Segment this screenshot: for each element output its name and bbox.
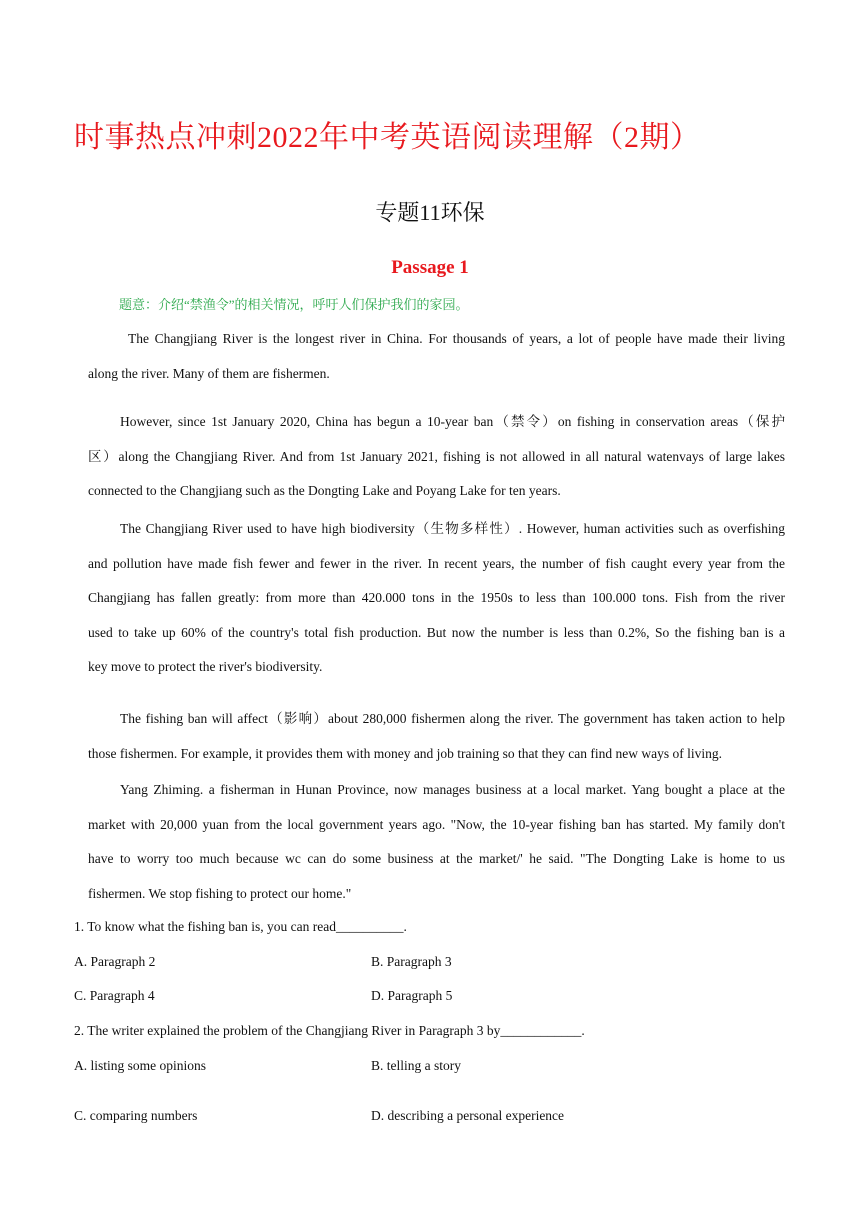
paragraph-line: The Changjiang River is the longest river in China. For thousands of years, a lot of people have made their living <box>128 331 785 346</box>
paragraph-4 <box>88 702 785 771</box>
paragraph-line: 区）along the Changjiang River. And from 1st January 2021, fishing is not allowed in all natural watenvays of large lakes <box>88 448 785 464</box>
paragraph-line: The Changjiang River used to have high biodiversity（生物多样性）. However, human activities such as overfishing <box>120 521 785 536</box>
passage-heading: Passage 1 <box>391 257 469 278</box>
paragraph-line: However, since 1st January 2020, China has begun a 10-year ban（禁令）on fishing in conservation areas（保护 <box>120 414 785 429</box>
paragraph-line: those fishermen. For example, it provides them with money and job training so that they can find new ways of living. <box>88 745 722 761</box>
question-2-option-c[interactable]: C. comparing numbers <box>74 1108 198 1123</box>
paragraph-line: market with 20,000 yuan from the local government years ago. "Now, the 10-year fishing ban has started. My family don't <box>88 816 785 832</box>
question-2-option-a[interactable]: A. listing some opinions <box>74 1058 207 1073</box>
paragraph-line: used to take up 60% of the country's total fish production. But now the number is less than 0.2%, So the fishing ban is a <box>88 624 785 640</box>
question-1-option-d[interactable]: D. Paragraph 5 <box>371 988 453 1003</box>
question-1-stem: 1. To know what the fishing ban is, you can read__________. <box>74 919 407 934</box>
paragraph-line: connected to the Changjiang such as the Dongting Lake and Poyang Lake for ten years. <box>88 483 561 498</box>
paragraph-3 <box>88 512 785 685</box>
document-title: 时事热点冲刺2022年中考英语阅读理解（2期） <box>74 121 701 154</box>
paragraph-line: and pollution have made fish fewer and fewer in the river. In recent years, the number of fish caught every year from the <box>88 555 785 571</box>
question-1-option-b[interactable]: B. Paragraph 3 <box>371 954 452 969</box>
paragraph-2 <box>88 405 785 509</box>
paragraph-line: Changjiang has fallen greatly: from more than 420.000 tons in the 1950s to less than 100.000 tons. Fish from the river <box>88 590 785 605</box>
topic-heading: 专题11环保 <box>375 200 485 225</box>
question-2-stem: 2. The writer explained the problem of the Changjiang River in Paragraph 3 by____________. <box>74 1023 585 1038</box>
question-1-option-c[interactable]: C. Paragraph 4 <box>74 988 155 1003</box>
paragraph-line: key move to protect the river's biodiversity. <box>88 659 323 674</box>
question-1-option-a[interactable]: A. Paragraph 2 <box>74 954 156 969</box>
question-2-option-b[interactable]: B. telling a story <box>371 1058 461 1073</box>
paragraph-1 <box>88 322 785 391</box>
paragraph-line: The fishing ban will affect（影响）about 280,000 fishermen along the river. The government has taken action to help <box>120 711 785 726</box>
paragraph-line: have to worry too much because wc can do some business at the market/' he said. "The Dongting Lake is home to us <box>88 851 785 866</box>
paragraph-5 <box>88 773 785 911</box>
paragraph-line: fishermen. We stop fishing to protect our home." <box>88 885 352 901</box>
paragraph-line: Yang Zhiming. a fisherman in Hunan Province, now manages business at a local market. Yang bought a place at the <box>120 782 785 797</box>
paragraph-line: along the river. Many of them are fishermen. <box>88 365 330 381</box>
question-2-option-d[interactable]: D. describing a personal experience <box>371 1108 565 1123</box>
passage-gist: 题意：介绍“禁渔令”的相关情况，呼吁人们保护我们的家园。 <box>119 297 469 312</box>
